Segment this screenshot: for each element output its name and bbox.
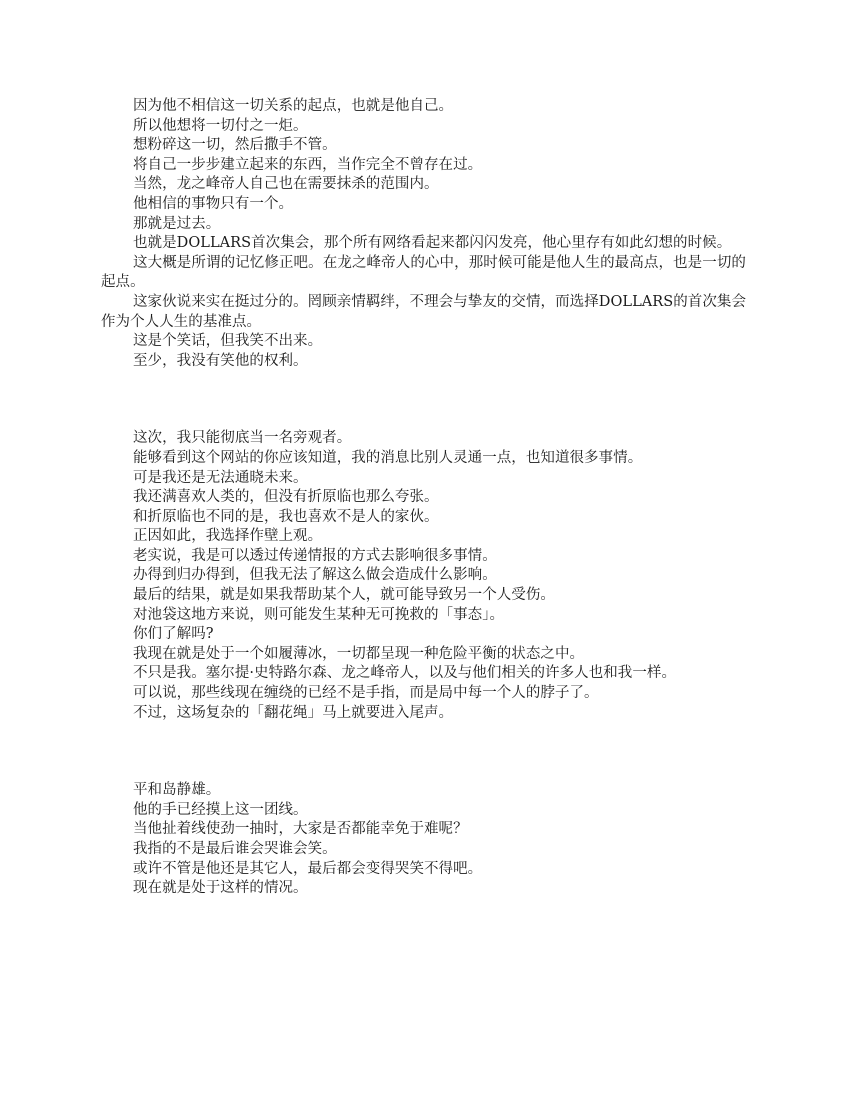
paragraph: 老实说，我是可以透过传递情报的方式去影响很多事情。 — [133, 547, 497, 564]
paragraph: 正因如此，我选择作壁上观。 — [133, 528, 323, 545]
document-page — [101, 97, 746, 899]
paragraph: 也就是DOLLARS首次集会，那个所有网络看起来都闪闪发亮，他心里存有如此幻想的时候。 — [133, 235, 732, 252]
paragraph: 能够看到这个网站的你应该知道，我的消息比别人灵通一点，也知道很多事情。 — [133, 449, 643, 466]
paragraph: 这次，我只能彻底当一名旁观者。 — [133, 430, 352, 447]
paragraph: 所以他想将一切付之一炬。 — [133, 117, 308, 134]
paragraph: 对池袋这地方来说，则可能发生某种无可挽救的「事态」。 — [133, 606, 505, 623]
paragraph: 可以说，那些线现在缠绕的已经不是手指，而是局中每一个人的脖子了。 — [133, 685, 599, 702]
paragraph: 这家伙说来实在挺过分的。罔顾亲情羁绊，不理会与挚友的交情，而选择DOLLARS的首次集会作为个人人生的基准点。 — [101, 293, 746, 330]
paragraph: 不过，这场复杂的「翻花绳」马上就要进入尾声。 — [133, 704, 454, 721]
paragraph: 将自己一步步建立起来的东西，当作完全不曾存在过。 — [133, 156, 483, 173]
paragraph: 我指的不是最后谁会哭谁会笑。 — [133, 841, 337, 857]
paragraph: 办得到归办得到，但我无法了解这么做会造成什么影响。 — [133, 567, 497, 584]
paragraph: 那就是过去。 — [133, 215, 221, 232]
paragraph: 因为他不相信这一切关系的起点，也就是他自己。 — [133, 98, 454, 114]
paragraph: 至少，我没有笑他的权利。 — [133, 352, 308, 369]
paragraph: 我还满喜欢人类的，但没有折原临也那么夸张。 — [133, 489, 439, 506]
paragraph: 平和岛静雄。 — [133, 782, 221, 799]
paragraph: 或许不管是他还是其它人，最后都会变得哭笑不得吧。 — [133, 860, 483, 877]
paragraph: 不只是我。塞尔提·史特路尔森、龙之峰帝人，以及与他们相关的许多人也和我一样。 — [133, 665, 677, 682]
paragraph: 我现在就是处于一个如履薄冰，一切都呈现一种危险平衡的状态之中。 — [133, 645, 585, 662]
paragraph: 他相信的事物只有一个。 — [133, 195, 294, 212]
paragraph: 现在就是处于这样的情况。 — [133, 880, 308, 897]
text-section-3 — [101, 781, 746, 899]
paragraph: 这大概是所谓的记忆修正吧。在龙之峰帝人的心中，那时候可能是他人生的最高点，也是一切的起点。 — [101, 254, 746, 291]
paragraph: 可是我还是无法通晓未来。 — [133, 469, 308, 486]
text-section-1 — [101, 97, 746, 371]
paragraph: 这是个笑话，但我笑不出来。 — [133, 333, 323, 350]
paragraph: 和折原临也不同的是，我也喜欢不是人的家伙。 — [133, 508, 439, 525]
paragraph: 想粉碎这一切，然后撒手不管。 — [133, 137, 337, 154]
paragraph: 你们了解吗? — [133, 626, 214, 643]
paragraph: 最后的结果，就是如果我帮助某个人，就可能导致另一个人受伤。 — [133, 587, 555, 604]
paragraph: 他的手已经摸上这一团线。 — [133, 801, 308, 818]
paragraph: 当他扯着线使劲一抽时，大家是否都能幸免于难呢？ — [133, 821, 468, 838]
text-section-2 — [101, 429, 746, 723]
paragraph: 当然，龙之峰帝人自己也在需要抹杀的范围内。 — [133, 176, 439, 193]
